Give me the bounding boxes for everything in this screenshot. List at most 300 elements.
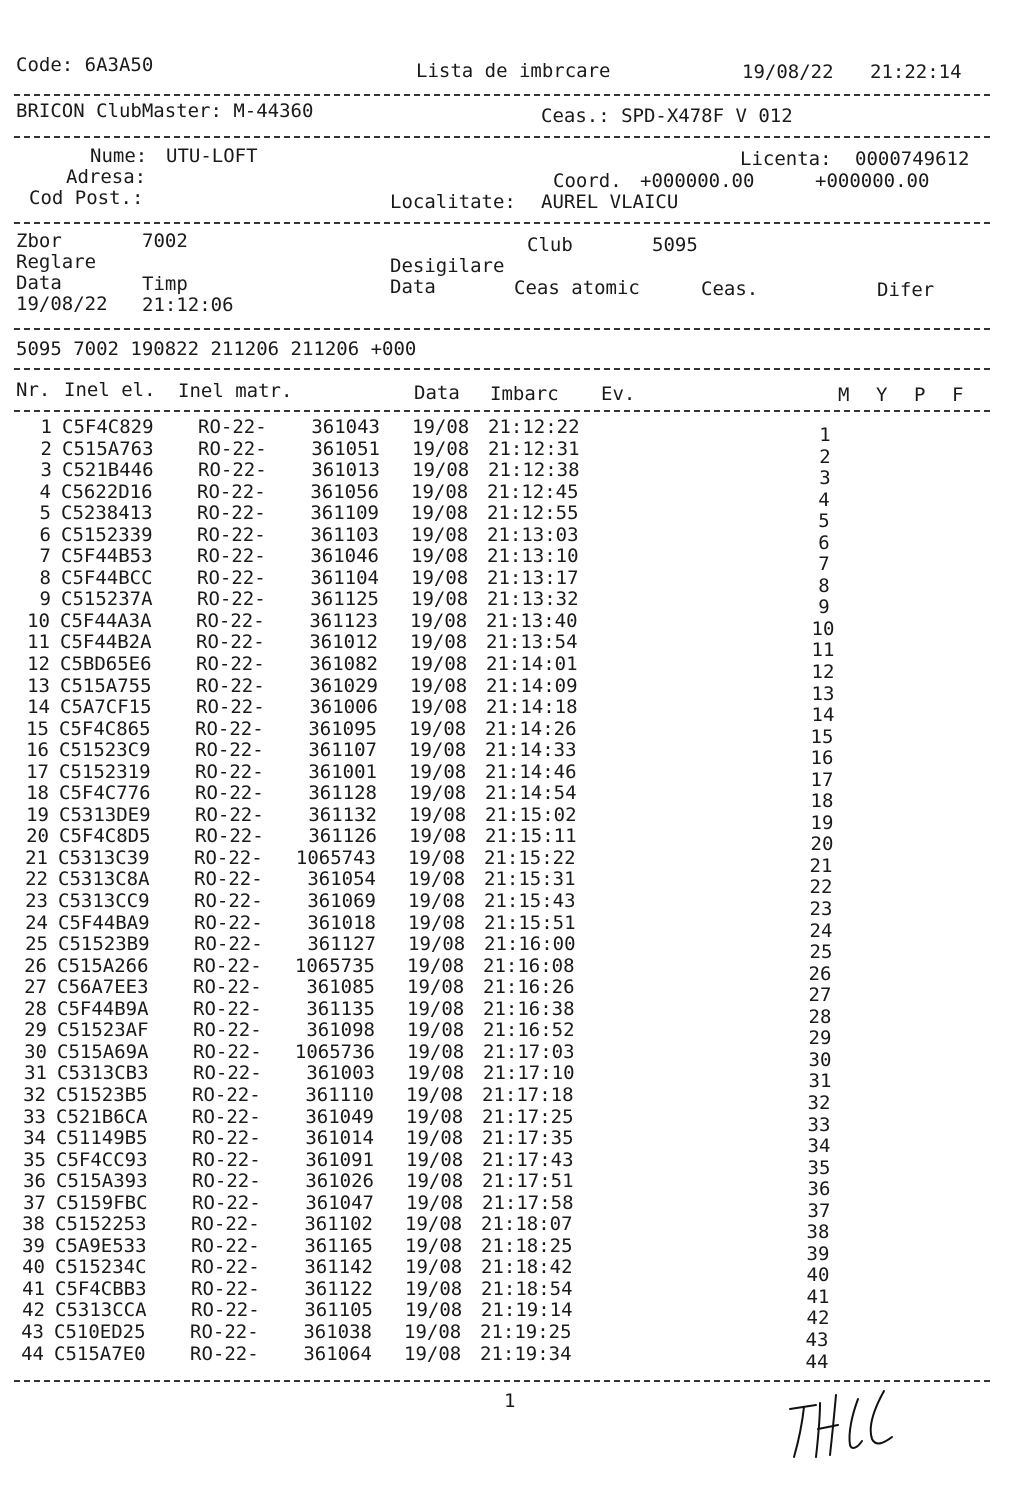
ring-number: 361091 bbox=[305, 1148, 374, 1171]
electronic-ring: C515A69A bbox=[57, 1040, 149, 1063]
electronic-ring: C5622D16 bbox=[61, 480, 153, 503]
electronic-ring: C5152253 bbox=[55, 1213, 147, 1236]
flight-number: 7002 bbox=[142, 230, 188, 252]
ring-number: 361102 bbox=[304, 1213, 373, 1236]
row-number: 34 bbox=[23, 1127, 46, 1150]
localitate-label: Localitate: bbox=[390, 191, 516, 213]
table-row bbox=[0, 588, 1024, 619]
m-position: 26 bbox=[808, 962, 832, 985]
ring-prefix: RO-22- bbox=[197, 545, 266, 568]
summary-line: 5095 7002 190822 211206 211206 +000 bbox=[16, 338, 417, 360]
table-row bbox=[0, 933, 1024, 964]
table-row bbox=[0, 739, 1024, 770]
arrival-date: 19/08 bbox=[411, 523, 469, 546]
ring-prefix: RO-22- bbox=[191, 1299, 260, 1322]
m-position: 1 bbox=[819, 424, 831, 446]
arrival-time: 21:18:54 bbox=[481, 1277, 573, 1300]
row-number: 22 bbox=[25, 868, 48, 891]
difer-label: Difer bbox=[877, 279, 935, 301]
arrival-time: 21:13:32 bbox=[487, 588, 579, 611]
row-number: 43 bbox=[21, 1320, 44, 1343]
arrival-date: 19/08 bbox=[409, 739, 467, 762]
electronic-ring: C521B6CA bbox=[56, 1105, 148, 1128]
table-row bbox=[0, 437, 1024, 468]
arrival-date: 19/08 bbox=[412, 437, 470, 460]
row-number: 37 bbox=[23, 1191, 46, 1214]
license-number: 0000749612 bbox=[855, 148, 970, 170]
m-position: 35 bbox=[807, 1156, 831, 1179]
arrival-date: 19/08 bbox=[412, 416, 470, 438]
row-number: 24 bbox=[25, 911, 48, 934]
locality: AUREL VLAICU bbox=[541, 191, 679, 213]
ring-number: 361038 bbox=[303, 1320, 372, 1343]
coord-label: Coord. bbox=[553, 170, 622, 192]
arrival-date: 19/08 bbox=[407, 976, 465, 999]
electronic-ring: C510ED25 bbox=[54, 1320, 146, 1343]
ring-prefix: RO-22- bbox=[197, 480, 266, 503]
arrival-time: 21:15:11 bbox=[485, 825, 577, 848]
ceas-label: Ceas. bbox=[701, 278, 759, 300]
ring-number: 361047 bbox=[305, 1191, 374, 1214]
electronic-ring: C5313CC9 bbox=[58, 890, 150, 913]
table-row bbox=[0, 1213, 1024, 1244]
arrival-date: 19/08 bbox=[411, 480, 469, 503]
ring-number: 361107 bbox=[308, 739, 377, 762]
arrival-date: 19/08 bbox=[404, 1342, 462, 1365]
arrivals-table bbox=[0, 416, 1024, 1373]
data-label: Data bbox=[16, 272, 62, 294]
row-number: 5 bbox=[39, 502, 51, 525]
reglare-label: Reglare bbox=[16, 251, 97, 273]
table-row bbox=[0, 1320, 1024, 1351]
ring-number: 361054 bbox=[307, 868, 376, 891]
row-number: 10 bbox=[27, 609, 50, 632]
m-position: 42 bbox=[806, 1307, 830, 1330]
ring-number: 361049 bbox=[305, 1105, 374, 1128]
ring-number: 361018 bbox=[307, 911, 376, 934]
arrival-date: 19/08 bbox=[408, 933, 466, 956]
row-number: 28 bbox=[24, 997, 47, 1020]
m-position: 7 bbox=[818, 553, 830, 576]
arrival-time: 21:19:14 bbox=[481, 1299, 573, 1322]
print-date: 19/08/22 bbox=[742, 61, 834, 83]
electronic-ring: C5313C8A bbox=[58, 868, 150, 891]
m-position: 37 bbox=[807, 1199, 831, 1222]
ring-number: 361103 bbox=[310, 523, 379, 546]
arrival-time: 21:18:07 bbox=[481, 1213, 573, 1236]
arrival-date: 19/08 bbox=[408, 890, 466, 913]
divider bbox=[14, 368, 990, 370]
arrival-date: 19/08 bbox=[406, 1148, 464, 1171]
ring-number: 361135 bbox=[306, 997, 375, 1020]
m-position: 38 bbox=[806, 1221, 830, 1244]
electronic-ring: C5F4C776 bbox=[59, 782, 151, 805]
row-number: 39 bbox=[22, 1234, 45, 1257]
ring-prefix: RO-22- bbox=[196, 631, 265, 654]
electronic-ring: C5152339 bbox=[61, 523, 153, 546]
m-position: 30 bbox=[808, 1048, 832, 1071]
row-number: 26 bbox=[24, 954, 47, 977]
m-position: 24 bbox=[809, 919, 833, 942]
arrival-time: 21:14:33 bbox=[485, 739, 577, 762]
ring-number: 361014 bbox=[305, 1127, 374, 1150]
ring-prefix: RO-22- bbox=[193, 1062, 262, 1085]
arrival-time: 21:15:43 bbox=[484, 890, 576, 913]
row-number: 8 bbox=[39, 566, 51, 589]
row-number: 12 bbox=[27, 653, 50, 676]
row-number: 21 bbox=[25, 846, 48, 869]
ring-prefix: RO-22- bbox=[192, 1170, 261, 1193]
arrival-time: 21:17:51 bbox=[482, 1170, 574, 1193]
electronic-ring: C5F4CC93 bbox=[56, 1148, 148, 1171]
ring-prefix: RO-22- bbox=[191, 1213, 260, 1236]
arrival-date: 19/08 bbox=[406, 1191, 464, 1214]
adresa-label: Adresa: bbox=[66, 166, 147, 188]
arrival-time: 21:13:54 bbox=[486, 631, 578, 654]
table-row bbox=[0, 717, 1024, 748]
electronic-ring: C5F4CBB3 bbox=[55, 1277, 147, 1300]
desigilare-data-label: Data bbox=[390, 276, 436, 298]
ring-number: 361029 bbox=[309, 674, 378, 697]
arrival-time: 21:17:03 bbox=[483, 1040, 575, 1063]
m-position: 5 bbox=[818, 510, 830, 533]
arrival-date: 19/08 bbox=[406, 1127, 464, 1150]
row-number: 29 bbox=[24, 1019, 47, 1042]
divider bbox=[14, 136, 990, 138]
table-row bbox=[0, 609, 1024, 640]
divider bbox=[14, 410, 990, 412]
ring-number: 361095 bbox=[308, 717, 377, 740]
ring-number: 361003 bbox=[306, 1062, 375, 1085]
table-row bbox=[0, 416, 1024, 446]
row-number: 9 bbox=[39, 588, 51, 611]
ring-prefix: RO-22- bbox=[193, 954, 262, 977]
ring-number: 361109 bbox=[310, 502, 379, 525]
arrival-time: 21:14:18 bbox=[486, 696, 578, 719]
m-position: 15 bbox=[810, 725, 834, 748]
m-position: 18 bbox=[810, 790, 834, 813]
ring-prefix: RO-22- bbox=[196, 653, 265, 676]
page-number: 1 bbox=[504, 1390, 516, 1412]
table-row bbox=[0, 653, 1024, 684]
col-data: Data bbox=[414, 382, 460, 404]
coord-x: +000000.00 bbox=[640, 170, 755, 192]
electronic-ring: C5A9E533 bbox=[55, 1234, 147, 1257]
table-row bbox=[0, 1148, 1024, 1179]
arrival-time: 21:12:45 bbox=[487, 480, 579, 503]
ring-number: 361013 bbox=[311, 459, 380, 482]
m-position: 23 bbox=[809, 898, 833, 921]
arrival-date: 19/08 bbox=[405, 1234, 463, 1257]
row-number: 6 bbox=[39, 523, 51, 546]
arrival-date: 19/08 bbox=[411, 502, 469, 525]
electronic-ring: C51523B9 bbox=[58, 933, 150, 956]
clubmaster-id: BRICON ClubMaster: M-44360 bbox=[16, 100, 314, 122]
ring-number: 361165 bbox=[304, 1234, 373, 1257]
ring-number: 1065735 bbox=[294, 954, 375, 977]
electronic-ring: C5F4C865 bbox=[59, 717, 151, 740]
arrival-date: 19/08 bbox=[409, 825, 467, 848]
arrival-date: 19/08 bbox=[407, 1019, 465, 1042]
table-row bbox=[0, 1062, 1024, 1093]
ring-prefix: RO-22- bbox=[191, 1277, 260, 1300]
electronic-ring: C5BD65E6 bbox=[60, 653, 152, 676]
table-row bbox=[0, 868, 1024, 899]
row-number: 38 bbox=[22, 1213, 45, 1236]
arrival-date: 19/08 bbox=[407, 1040, 465, 1063]
electronic-ring: C51523C9 bbox=[59, 739, 151, 762]
table-row bbox=[0, 566, 1024, 597]
m-position: 34 bbox=[807, 1135, 831, 1158]
arrival-time: 21:19:25 bbox=[480, 1320, 572, 1343]
ring-prefix: RO-22- bbox=[192, 1191, 261, 1214]
row-number: 32 bbox=[23, 1083, 46, 1106]
table-row bbox=[0, 1083, 1024, 1114]
arrival-time: 21:12:38 bbox=[488, 459, 580, 482]
table-row bbox=[0, 523, 1024, 554]
row-number: 27 bbox=[24, 976, 47, 999]
arrival-time: 21:17:25 bbox=[482, 1105, 574, 1128]
table-row bbox=[0, 846, 1024, 877]
table-row bbox=[0, 1191, 1024, 1222]
club-label: Club bbox=[527, 234, 573, 256]
row-number: 30 bbox=[24, 1040, 47, 1063]
arrival-time: 21:19:34 bbox=[480, 1342, 572, 1365]
electronic-ring: C5A7CF15 bbox=[60, 696, 152, 719]
table-row bbox=[0, 480, 1024, 511]
table-row bbox=[0, 890, 1024, 921]
ring-prefix: RO-22- bbox=[195, 782, 264, 805]
m-position: 28 bbox=[808, 1005, 832, 1028]
table-row bbox=[0, 1234, 1024, 1265]
col-imbarc: Imbarc bbox=[490, 383, 559, 405]
electronic-ring: C51523B5 bbox=[56, 1083, 148, 1106]
ring-prefix: RO-22- bbox=[197, 502, 266, 525]
m-position: 14 bbox=[811, 704, 835, 727]
table-row bbox=[0, 502, 1024, 533]
table-row bbox=[0, 1040, 1024, 1071]
arrival-date: 19/08 bbox=[407, 997, 465, 1020]
m-position: 3 bbox=[819, 467, 831, 490]
ring-prefix: RO-22- bbox=[192, 1083, 261, 1106]
coord-y: +000000.00 bbox=[815, 170, 930, 192]
ring-number: 361069 bbox=[307, 890, 376, 913]
arrival-date: 19/08 bbox=[404, 1320, 462, 1343]
arrival-date: 19/08 bbox=[405, 1299, 463, 1322]
table-row bbox=[0, 911, 1024, 942]
ring-number: 361001 bbox=[308, 760, 377, 783]
ceas-atomic-label: Ceas atomic bbox=[514, 277, 640, 299]
table-row bbox=[0, 1127, 1024, 1158]
m-position: 19 bbox=[810, 811, 834, 834]
ring-number: 361085 bbox=[306, 976, 375, 999]
electronic-ring: C515A266 bbox=[57, 954, 149, 977]
ring-prefix: RO-22- bbox=[194, 846, 263, 869]
m-position: 33 bbox=[807, 1113, 831, 1136]
m-position: 2 bbox=[819, 445, 831, 468]
table-row bbox=[0, 1019, 1024, 1050]
electronic-ring: C5238413 bbox=[61, 502, 153, 525]
arrival-time: 21:17:43 bbox=[482, 1148, 574, 1171]
table-row bbox=[0, 1342, 1024, 1373]
ring-number: 361132 bbox=[308, 803, 377, 826]
electronic-ring: C5F44BCC bbox=[61, 566, 153, 589]
divider bbox=[14, 222, 990, 224]
divider bbox=[14, 94, 990, 96]
arrival-date: 19/08 bbox=[411, 566, 469, 589]
electronic-ring: C56A7EE3 bbox=[57, 976, 149, 999]
arrival-time: 21:15:51 bbox=[484, 911, 576, 934]
arrival-date: 19/08 bbox=[405, 1256, 463, 1279]
m-position: 16 bbox=[810, 747, 834, 770]
arrival-date: 19/08 bbox=[410, 653, 468, 676]
arrival-time: 21:13:10 bbox=[487, 545, 579, 568]
ring-prefix: RO-22- bbox=[195, 739, 264, 762]
m-position: 20 bbox=[810, 833, 834, 856]
m-position: 13 bbox=[811, 682, 835, 705]
code-label: Code: 6A3A50 bbox=[16, 54, 154, 76]
arrival-time: 21:13:17 bbox=[487, 566, 579, 589]
ring-prefix: RO-22- bbox=[193, 1040, 262, 1063]
m-position: 4 bbox=[818, 488, 830, 511]
ring-number: 361122 bbox=[304, 1277, 373, 1300]
arrival-date: 19/08 bbox=[408, 846, 466, 869]
arrival-date: 19/08 bbox=[412, 459, 470, 482]
ring-number: 361082 bbox=[309, 653, 378, 676]
electronic-ring: C5313C39 bbox=[58, 846, 150, 869]
m-position: 12 bbox=[811, 661, 835, 684]
row-number: 13 bbox=[27, 674, 50, 697]
m-position: 11 bbox=[811, 639, 835, 662]
m-position: 25 bbox=[809, 941, 833, 964]
arrival-time: 21:16:00 bbox=[484, 933, 576, 956]
m-position: 32 bbox=[807, 1091, 831, 1114]
electronic-ring: C515A755 bbox=[60, 674, 152, 697]
ring-prefix: RO-22- bbox=[192, 1148, 261, 1171]
m-position: 22 bbox=[809, 876, 833, 899]
arrival-date: 19/08 bbox=[407, 1062, 465, 1085]
ring-prefix: RO-22- bbox=[193, 997, 262, 1020]
m-position: 29 bbox=[808, 1027, 832, 1050]
arrival-date: 19/08 bbox=[409, 803, 467, 826]
electronic-ring: C51149B5 bbox=[56, 1127, 148, 1150]
signature-image bbox=[780, 1385, 910, 1465]
ring-prefix: RO-22- bbox=[194, 890, 263, 913]
arrival-time: 21:16:26 bbox=[483, 976, 575, 999]
m-position: 8 bbox=[818, 574, 830, 597]
row-number: 23 bbox=[25, 890, 48, 913]
reglare-date: 19/08/22 bbox=[16, 293, 108, 315]
row-number: 44 bbox=[21, 1342, 44, 1365]
arrival-date: 19/08 bbox=[409, 760, 467, 783]
m-position: 40 bbox=[806, 1264, 830, 1287]
table-row bbox=[0, 760, 1024, 791]
cod-post-label: Cod Post.: bbox=[29, 187, 144, 209]
ring-number: 361126 bbox=[308, 825, 377, 848]
ring-number: 1065736 bbox=[294, 1040, 375, 1063]
electronic-ring: C5313CB3 bbox=[57, 1062, 149, 1085]
arrival-time: 21:15:22 bbox=[484, 846, 576, 869]
electronic-ring: C5313DE9 bbox=[59, 803, 151, 826]
ring-prefix: RO-22- bbox=[197, 588, 266, 611]
arrival-time: 21:12:31 bbox=[488, 437, 580, 460]
electronic-ring: C5159FBC bbox=[56, 1191, 148, 1214]
row-number: 40 bbox=[22, 1256, 45, 1279]
ring-number: 361051 bbox=[311, 437, 380, 460]
ring-number: 361006 bbox=[309, 696, 378, 719]
ring-prefix: RO-22- bbox=[193, 1019, 262, 1042]
ring-prefix: RO-22- bbox=[197, 523, 266, 546]
ring-prefix: RO-22- bbox=[196, 609, 265, 632]
arrival-date: 19/08 bbox=[405, 1213, 463, 1236]
document-title: Lista de imbrcare bbox=[416, 60, 611, 82]
electronic-ring: C515A763 bbox=[62, 437, 154, 460]
ring-number: 361123 bbox=[309, 609, 378, 632]
ring-number: 1065743 bbox=[295, 846, 376, 869]
table-row bbox=[0, 1277, 1024, 1308]
arrival-time: 21:18:25 bbox=[481, 1234, 573, 1257]
ring-number: 361110 bbox=[305, 1083, 374, 1106]
table-row bbox=[0, 825, 1024, 856]
ring-number: 361104 bbox=[310, 566, 379, 589]
ring-prefix: RO-22- bbox=[196, 696, 265, 719]
ring-number: 361127 bbox=[307, 933, 376, 956]
ring-prefix: RO-22- bbox=[191, 1234, 260, 1257]
row-number: 14 bbox=[27, 696, 50, 719]
m-position: 21 bbox=[809, 854, 833, 877]
ring-prefix: RO-22- bbox=[198, 459, 267, 482]
electronic-ring: C5F44B9A bbox=[57, 997, 149, 1020]
ring-prefix: RO-22- bbox=[192, 1105, 261, 1128]
arrival-time: 21:14:54 bbox=[485, 782, 577, 805]
arrival-date: 19/08 bbox=[409, 782, 467, 805]
ring-number: 361012 bbox=[309, 631, 378, 654]
m-position: 41 bbox=[806, 1285, 830, 1308]
arrival-time: 21:16:08 bbox=[483, 954, 575, 977]
arrival-date: 19/08 bbox=[410, 631, 468, 654]
ring-prefix: RO-22- bbox=[193, 976, 262, 999]
m-position: 44 bbox=[805, 1350, 829, 1373]
ring-prefix: RO-22- bbox=[194, 933, 263, 956]
arrival-date: 19/08 bbox=[409, 717, 467, 740]
col-m: M bbox=[838, 384, 850, 406]
m-position: 31 bbox=[808, 1070, 832, 1093]
row-number: 25 bbox=[25, 933, 48, 956]
ring-number: 361043 bbox=[311, 416, 380, 438]
table-row bbox=[0, 459, 1024, 490]
m-position: 10 bbox=[811, 617, 835, 640]
electronic-ring: C515A393 bbox=[56, 1170, 148, 1193]
ring-prefix: RO-22- bbox=[198, 437, 267, 460]
arrival-time: 21:17:35 bbox=[482, 1127, 574, 1150]
col-inel-matr: Inel matr. bbox=[178, 380, 293, 402]
electronic-ring: C5F44B2A bbox=[60, 631, 152, 654]
ring-number: 361064 bbox=[303, 1342, 372, 1365]
row-number: 31 bbox=[24, 1062, 47, 1085]
arrival-date: 19/08 bbox=[408, 911, 466, 934]
row-number: 41 bbox=[22, 1277, 45, 1300]
arrival-time: 21:17:10 bbox=[483, 1062, 575, 1085]
arrival-time: 21:13:40 bbox=[486, 609, 578, 632]
arrival-time: 21:14:09 bbox=[486, 674, 578, 697]
ring-prefix: RO-22- bbox=[195, 825, 264, 848]
arrival-time: 21:17:18 bbox=[482, 1083, 574, 1106]
ring-prefix: RO-22- bbox=[195, 760, 264, 783]
electronic-ring: C515A7E0 bbox=[54, 1342, 146, 1365]
electronic-ring: C5F4C829 bbox=[62, 416, 154, 438]
reglare-time: 21:12:06 bbox=[142, 294, 234, 316]
ring-prefix: RO-22- bbox=[194, 868, 263, 891]
